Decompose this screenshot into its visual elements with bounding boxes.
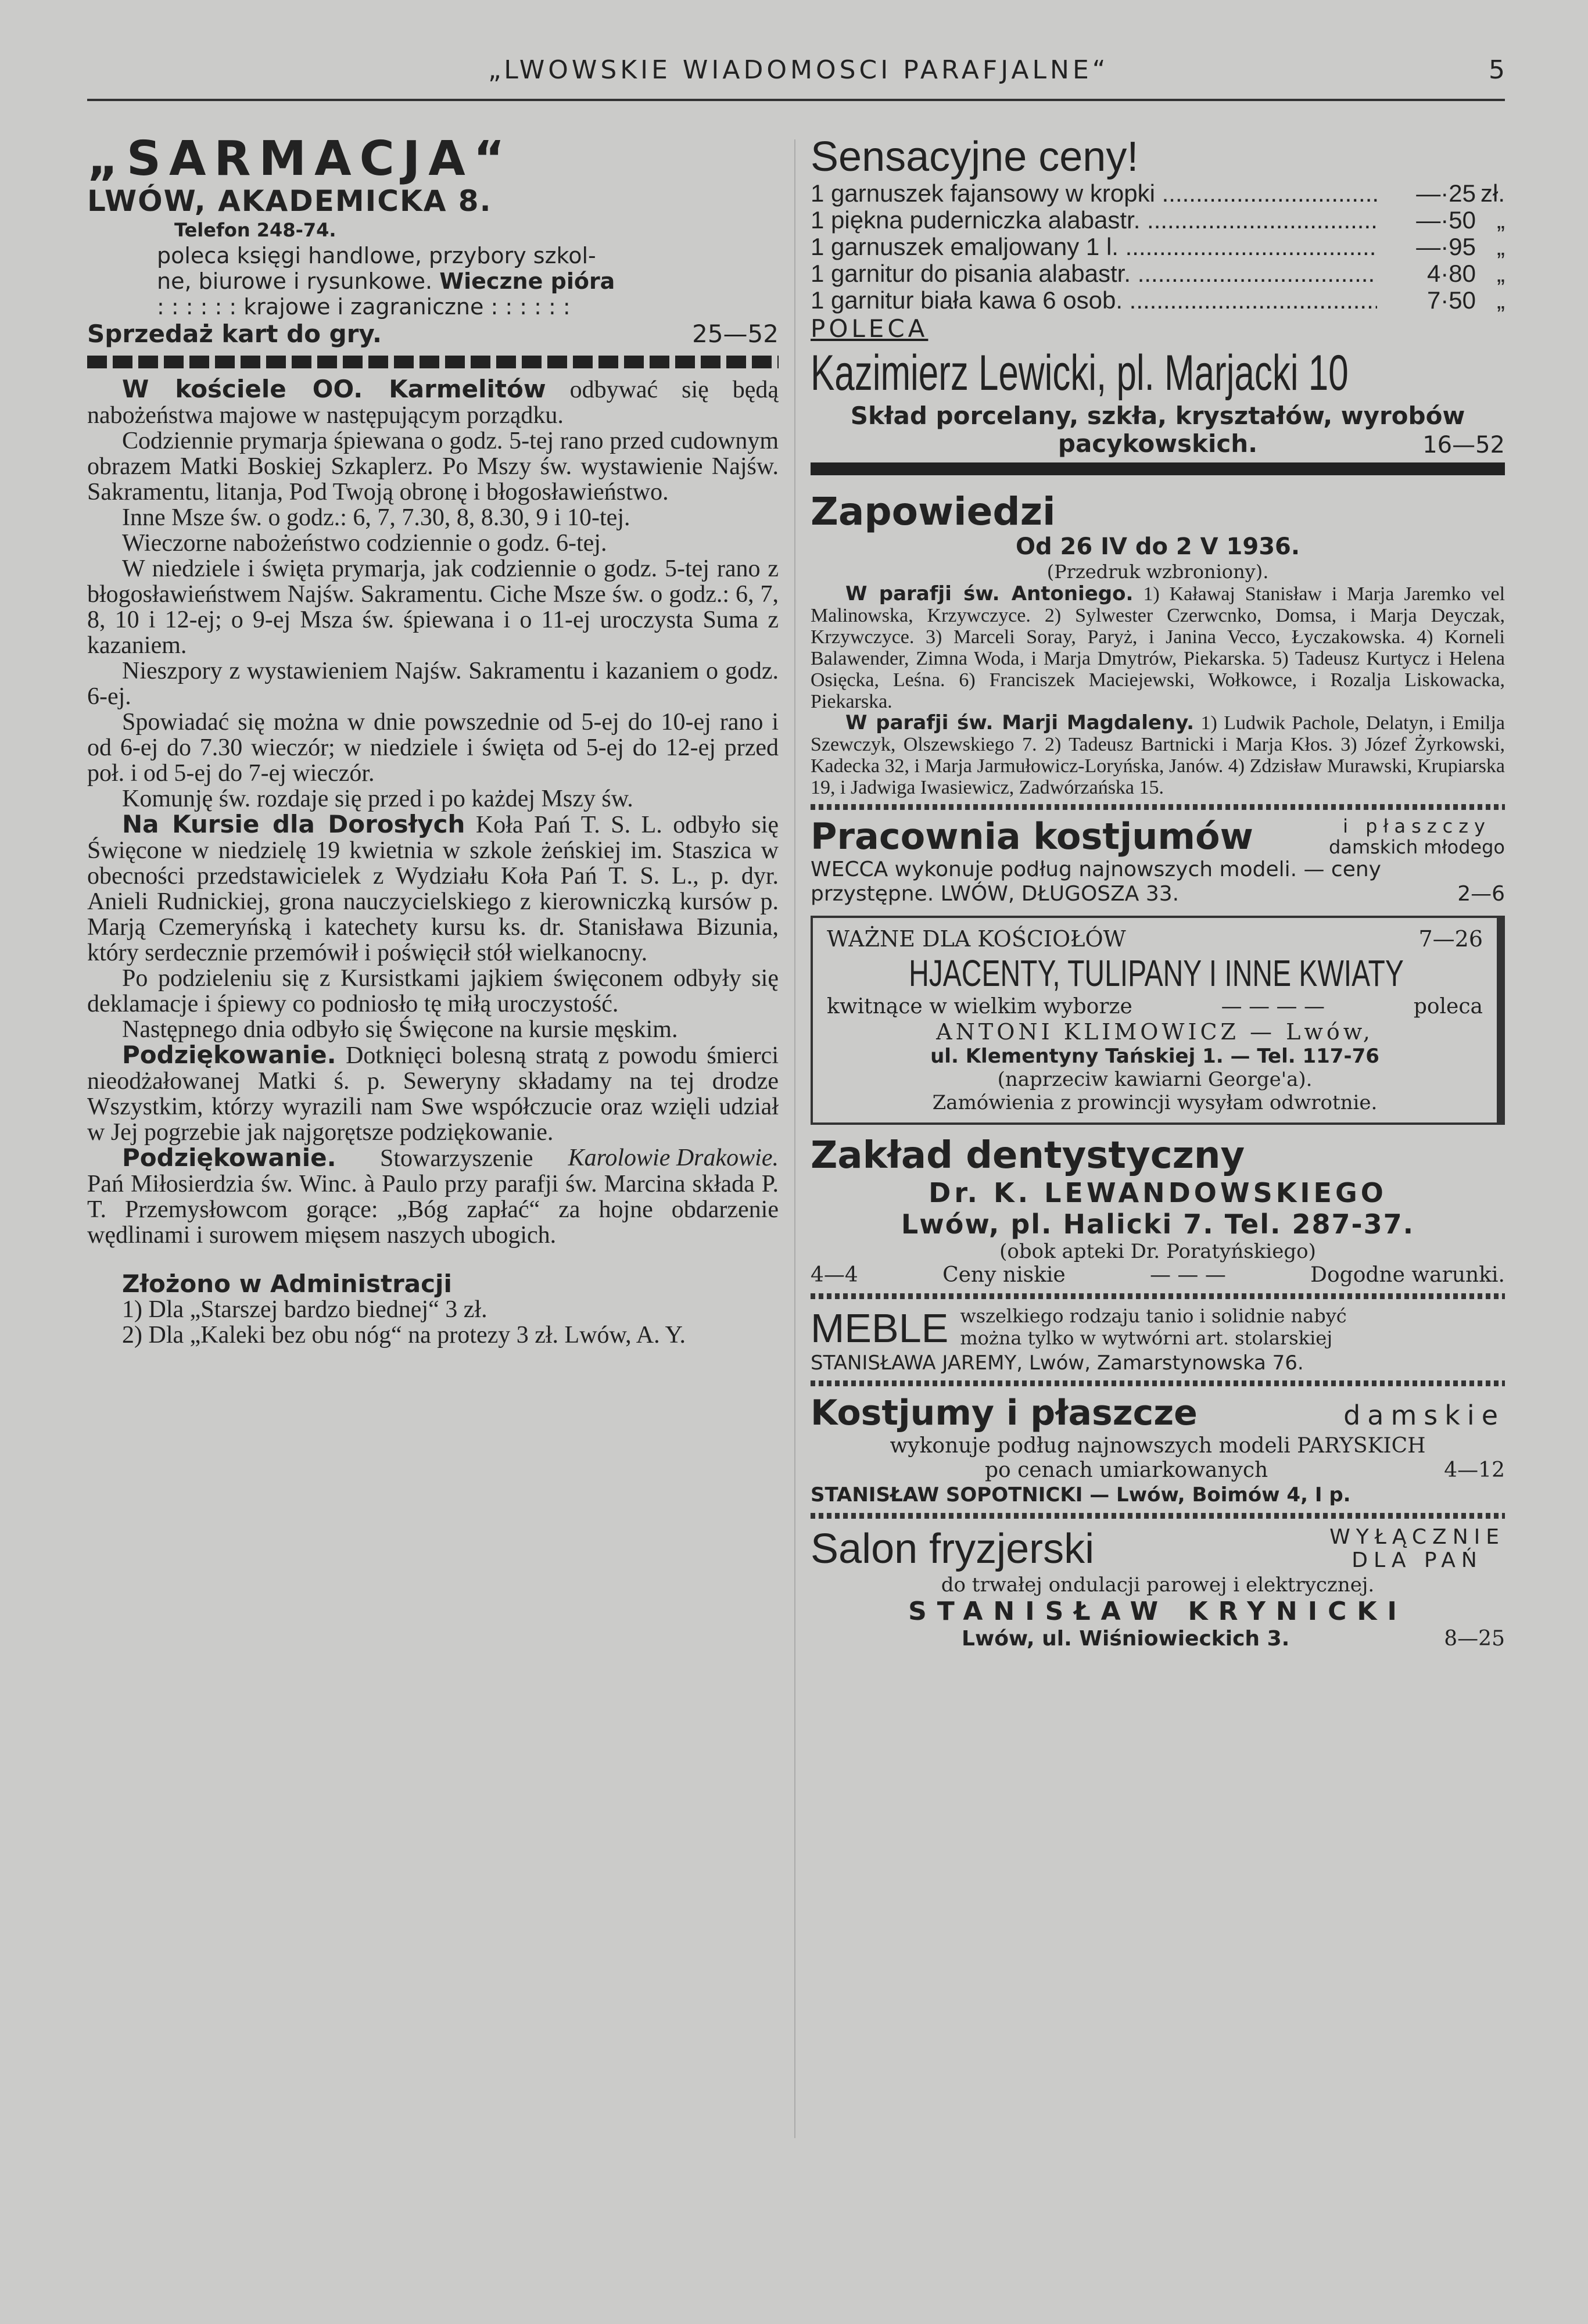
sarmacja-line3: : : : : : : krajowe i zagraniczne : : : : : : [157, 294, 571, 320]
kostjumy-title2: damskie [1343, 1400, 1505, 1431]
pracownia-ad [811, 816, 1505, 906]
dentysta-doctor: Dr. K. LEWANDOWSKIEGO [929, 1177, 1387, 1208]
price-value: 4·80 [1426, 260, 1476, 287]
dentysta-prices: Ceny niskie [942, 1263, 1066, 1287]
thanks2-head: Podziękowanie. [122, 1143, 336, 1172]
admin-item1: 1) Dla „Starszej bardzo biednej“ 3 zł. [122, 1296, 487, 1323]
lewicki-desc: Skład porcelany, szkła, kryształów, wyrobów pacykowskich. [850, 401, 1465, 458]
price-row [811, 260, 1505, 287]
price-unit: zł. [1481, 180, 1505, 207]
sensacyjne-title: Sensacyjne ceny! [811, 134, 1139, 180]
publication-title: „LWOWSKIE WIADOMOSCI PARAFJALNE“ [488, 55, 1109, 85]
sarmacja-ad [87, 134, 779, 368]
page-header [87, 55, 1505, 96]
dentysta-addr: Lwów, pl. Halicki 7. Tel. 287-37. [901, 1208, 1415, 1240]
kostjumy-title: Kostjumy i płaszcze [811, 1393, 1198, 1433]
ornament-divider [811, 1380, 1505, 1386]
salon-name: STANISŁAW KRYNICKI [908, 1597, 1407, 1626]
thanks2-text: Stowarzyszenie Pań Miłosierdzia św. Winc. à Paulo przy parafji św. Marcina składa P. T. Przemysłowcom gorące: „Bóg zapłać“ za hojne obdarzenie wędlinami i surowem mięsem naszych ubogich. [87, 1145, 779, 1249]
kostjumy-line2: po cenach umiarkowanych [985, 1458, 1268, 1482]
header-rule [87, 99, 1505, 101]
course-head: Na Kursie dla Dorosłych [122, 810, 465, 838]
price-unit: „ [1497, 206, 1505, 234]
column-divider [794, 139, 795, 2138]
kwiaty-line2: ANTONI KLIMOWICZ — Lwów, [936, 1019, 1374, 1045]
sarmacja-line2a: ne, biurowe i rysunkowe. [157, 268, 433, 294]
carmelites-p6: Nieszpory z wystawieniem Najśw. Sakramentu i kazaniem o godz. 6-ej. [87, 658, 779, 710]
kwiaty-line3: ul. Klementyny Tańskiej 1. — Tel. 117-76 [930, 1045, 1379, 1068]
pracownia-line: WECCA wykonuje podług najnowszych modeli. — ceny przystępne. LWÓW, DŁUGOSZA 33. [811, 858, 1381, 906]
kwiaty-line5: Zamówienia z prowincji wysyłam odwrotnie. [932, 1091, 1378, 1114]
ornament-divider [87, 356, 779, 368]
kostjumy-code: 4—12 [1444, 1458, 1505, 1482]
meble-line3: STANISŁAWA JAREMY, Lwów, Zamarstynowska 76. [811, 1351, 1304, 1375]
meble-line2: można tylko w wytwórni art. stolarskiej [960, 1327, 1333, 1349]
price-row [811, 287, 1505, 314]
sarmacja-address: LWÓW, AKADEMICKA 8. [87, 184, 492, 218]
price-value: 7·50 [1426, 286, 1476, 314]
dentysta-title: Zakład dentystyczny [811, 1134, 1245, 1177]
kwiaty-ad [811, 916, 1505, 1125]
kostjumy-line1: wykonuje podług najnowszych modeli PARYSKICH [890, 1434, 1426, 1458]
antoniego-list: 1) Kaławaj Stanisław i Marja Jaremko vel Malinowska, Krzywczyce. 2) Sylwester Czerwcnko, Domsa, i Marja Deyczak, Krzywczyce. 3) Marceli Soray, Paryż, i Janina Vecco, Łyczakowska. 4) Korneli Balawender, Zimna Woda, i Marja Dmytrów, Piekarska. 5) Tadeusz Kurtycz i Helena Osięcka, Leśna. 6) Franciszek Maciejewski, Wołkowce, i Rozalja Liskowacka, Piekarska. [811, 583, 1505, 712]
zapowiedzi-note: (Przedruk wzbroniony). [1046, 561, 1269, 583]
kwiaty-line1: kwitnące w wielkim wyborze [827, 995, 1132, 1018]
meble-title: MEBLE [811, 1306, 949, 1351]
pracownia-side2: damskich młodego [1329, 836, 1505, 858]
price-value: —·50 [1416, 206, 1476, 234]
salon-addr: Lwów, ul. Wiśniowieckich 3. [962, 1627, 1290, 1651]
sarmacja-name: „SARMACJA“ [87, 134, 513, 187]
price-row [811, 180, 1505, 207]
salon-side2: DLA PAŃ [1352, 1548, 1483, 1572]
ornament-divider [811, 1513, 1505, 1519]
carmelites-article [87, 376, 779, 812]
price-row [811, 207, 1505, 234]
thanks1-signature: Karolowie Drakowie. [568, 1145, 779, 1171]
magdaleny-list: 1) Ludwik Pachole, Delatyn, i Emilja Szewczyk, Olszewskiego 7. 2) Tadeusz Bartnicki i Marja Kłos. 3) Józef Żyrkowski, Kadecka 32, i Marja Jarmułowicz-Loryńska, Janów. 4) Zdzisław Murawski, Krupiarska 19, i Jadwiga Iwasiewicz, Zadwórzańska 15. [811, 712, 1505, 798]
kwiaty-line4: (naprzeciw kawiarni George'a). [997, 1068, 1313, 1091]
antoniego-head: W parafji św. Antoniego. [845, 582, 1134, 605]
page-number: 5 [1489, 55, 1505, 85]
course-p3: Następnego dnia odbyło się Święcone na kursie męskim. [122, 1016, 678, 1043]
price-item: 1 piękna puderniczka alabastr. ..... [811, 207, 1377, 234]
carmelites-p5: W niedziele i święta prymarja, jak codziennie o godz. 5-tej rano z błogosławieństwem Najśw. Sakramentu. Ciche Msze św. o godz.: 6, 7, 8, 10 i 12-ej; o 9-ej Msza św. śpiewana i o 11-ej uroczysta Suma z kazaniem. [87, 555, 779, 659]
kostjumy-ad [811, 1392, 1505, 1519]
kostjumy-line3: STANISŁAW SOPOTNICKI — Lwów, Boimów 4, I p. [811, 1483, 1351, 1507]
ornament-divider [811, 804, 1505, 810]
sarmacja-phone: Telefon 248-74. [174, 219, 336, 241]
pracownia-side1: i płaszczy [1343, 815, 1491, 837]
sensacyjne-poleca: POLECA [811, 314, 929, 343]
right-column [811, 134, 1505, 2202]
kwiaty-poleca: poleca [1413, 995, 1483, 1018]
carmelites-p3: Inne Msze św. o godz.: 6, 7, 7.30, 8, 8.30, 9 i 10-tej. [122, 504, 630, 531]
price-value: —·95 [1416, 233, 1476, 260]
carmelites-p4: Wieczorne nabożeństwo codziennie o godz. 6-tej. [122, 530, 607, 557]
sarmacja-line1: poleca księgi handlowe, przybory szkol- [157, 243, 596, 268]
admin-title: Złożono w Administracji [122, 1269, 452, 1298]
course-p1: Koła Pań T. S. L. odbyło się Święcone w niedzielę 19 kwietnia w szkole żeńskiej im. Staszica w obecności przedstawicielek z Wydziału Koła Pań T. S. L., p. dyr. Anieli Rudnickiej, grona nauczycielskiego z kierowniczką kursów p. Marją Czemeryńską i katechety kursu ks. dr. Stanisława Bizunia, który serdecznie przemówił i poświęcił stół wielkanocny. [87, 812, 779, 966]
course-article [87, 812, 779, 1042]
thanks-article-1 [87, 1041, 779, 1171]
heavy-divider [811, 462, 1505, 475]
carmelites-p2: Codziennie prymarja śpiewana o godz. 5-tej rano przed cudownym obrazem Matki Boskiej Szkaplerz. Po Mszy św. wystawienie Najśw. Sakramentu, litanja, Pod Twoją obronę i błogosławieństwo. [87, 428, 779, 505]
price-item: 1 garnitur biała kawa 6 osob. ..... [811, 287, 1377, 314]
dentysta-ad [811, 1134, 1505, 1299]
dentysta-terms: Dogodne warunki. [1310, 1263, 1505, 1287]
ornament-divider [811, 1293, 1505, 1299]
dentysta-code: 4—4 [811, 1263, 858, 1287]
price-unit: „ [1497, 233, 1505, 260]
salon-code: 8—25 [1444, 1627, 1505, 1651]
salon-ad [811, 1525, 1505, 1651]
pracownia-code: 2—6 [1457, 882, 1505, 906]
admin-section [87, 1271, 779, 1348]
carmelites-head: W kościele OO. Karmelitów [122, 375, 546, 403]
price-value: —·25 [1416, 180, 1476, 207]
sarmacja-code: 25—52 [692, 320, 779, 348]
lewicki-name: Kazimierz Lewicki, pl. Marjacki 10 [811, 345, 1349, 401]
meble-line1: wszelkiego rodzaju tanio i solidnie nabyć [960, 1305, 1347, 1327]
zapowiedzi-section [811, 490, 1505, 810]
zapowiedzi-title: Zapowiedzi [811, 489, 1056, 534]
thanks1-head: Podziękowanie. [122, 1041, 336, 1069]
price-row [811, 234, 1505, 260]
sensacyjne-ad [811, 134, 1505, 475]
carmelites-p8: Komunję św. rozdaje się przed i po każdej Mszy św. [122, 786, 633, 812]
zapowiedzi-dates: Od 26 IV do 2 V 1936. [1015, 533, 1300, 560]
magdaleny-head: W parafji św. Marji Magdaleny. [845, 711, 1195, 734]
salon-line1: do trwałej ondulacji parowej i elektrycznej. [941, 1573, 1375, 1597]
carmelites-p7: Spowiadać się można w dnie powszednie od 5-ej do 10-ej rano i od 6-ej do 7.30 wieczór; w niedziele i święta od 5-ej do 12-ej przed poł. i od 5-ej do 7-ej wieczór. [87, 709, 779, 787]
sarmacja-pens: Wieczne pióra [439, 268, 615, 294]
dentysta-dashes: — — — [1149, 1263, 1226, 1287]
price-item: 1 garnitur do pisania alabastr. ..... [811, 260, 1377, 287]
dentysta-note: (obok apteki Dr. Poratyńskiego) [999, 1240, 1316, 1263]
left-column [87, 134, 779, 2202]
price-unit: „ [1497, 260, 1505, 287]
salon-title: Salon fryzjerski [811, 1526, 1095, 1572]
thanks1-text: Dotknięci bolesną stratą z powodu śmierci nieodżałowanej Matki ś. p. Seweryny składamy na tej drodze Wszystkim, którzy wyrazili nam Swe współczucie oraz wzięli udział w Jej pogrzebie jak najgorętsze podziękowanie. [87, 1042, 779, 1146]
price-item: 1 garnuszek emaljowany 1 l. ..... [811, 234, 1377, 260]
price-item: 1 garnuszek fajansowy w kropki ..... [811, 180, 1377, 207]
kwiaty-code: 7—26 [1418, 926, 1483, 952]
kwiaty-dash: — — — — [1221, 995, 1325, 1018]
salon-side1: WYŁĄCZNIE [1329, 1525, 1505, 1549]
pracownia-title: Pracownia kostjumów [811, 815, 1253, 858]
kwiaty-title: HJACENTY, TULIPANY I INNE KWIATY [909, 952, 1404, 994]
sarmacja-cards: Sprzedaż kart do gry. [87, 320, 382, 348]
kwiaty-top: WAŻNE DLA KOŚCIOŁÓW [827, 926, 1126, 952]
carmelites-p1: odbywać się będą nabożeństwa majowe w następującym porządku. [87, 376, 779, 429]
admin-item2: 2) Dla „Kaleki bez obu nóg“ na protezy 3 zł. Lwów, A. Y. [122, 1322, 686, 1349]
course-p2: Po podzieleniu się z Kursistkami jajkiem święconem odbyły się deklamacje i śpiewy co podniosło tę miłą uroczystość. [87, 965, 779, 1017]
price-unit: „ [1497, 286, 1505, 314]
lewicki-code: 16—52 [1422, 432, 1505, 458]
meble-ad [811, 1305, 1505, 1386]
